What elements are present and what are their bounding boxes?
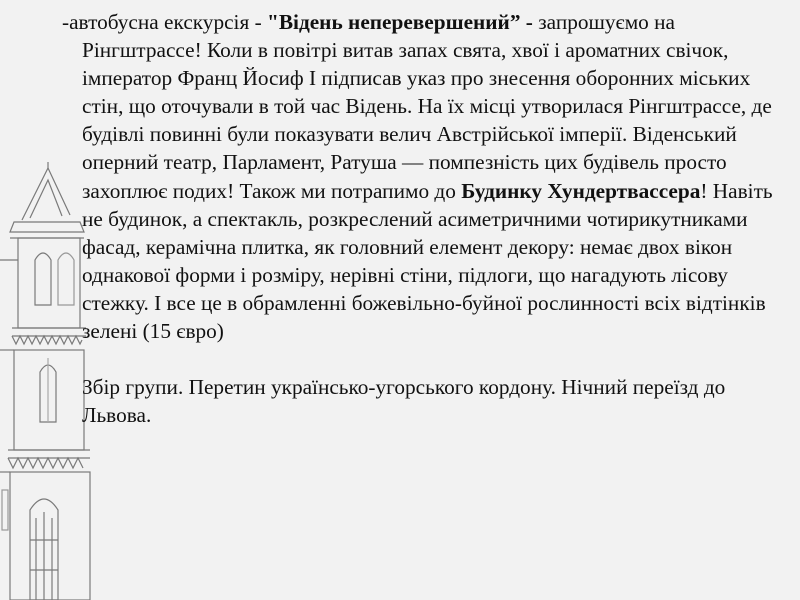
excursion-title: "Відень неперевершений” - — [267, 10, 533, 34]
text-area — [52, 8, 787, 429]
hundertwasser-house-highlight: Будинку Хундертвассера — [461, 178, 701, 203]
excursion-paragraph — [52, 8, 787, 345]
excursion-body-a: запрошуємо на Рінгштрассе! Коли в повітрі витав запах свята, хвої і ароматних свічок, імператор Франц Йосиф I підписав указ про знесення оборонних міських стін, що оточували в той час Відень. На їх місці утворилася Рінгштрассе, де будівлі повинні були показувати велич Австрійської імперії. Віденський оперний театр, Парламент, Ратуша — помпезність цих будівель просто захоплює подих! Також ми потрапимо до — [82, 10, 772, 203]
excursion-intro: -автобусна екскурсія - — [62, 10, 268, 34]
group-gathering-paragraph: Збір групи. Перетин українсько-угорського кордону. Нічний переїзд до Львова. — [82, 375, 726, 428]
excursion-body-b: ! Навіть не будинок, а спектакль, розкреслений асиметричними чотирикутниками фасад, керамічна плитка, як головний елемент декору: немає двох вікон однакової форми і розміру, нерівні стіни, підлоги, що нагадують лісову стежку. І все це в обрамленні божевільно-буйної рослинності всіх відтінків зелені (15 євро) — [82, 178, 773, 344]
